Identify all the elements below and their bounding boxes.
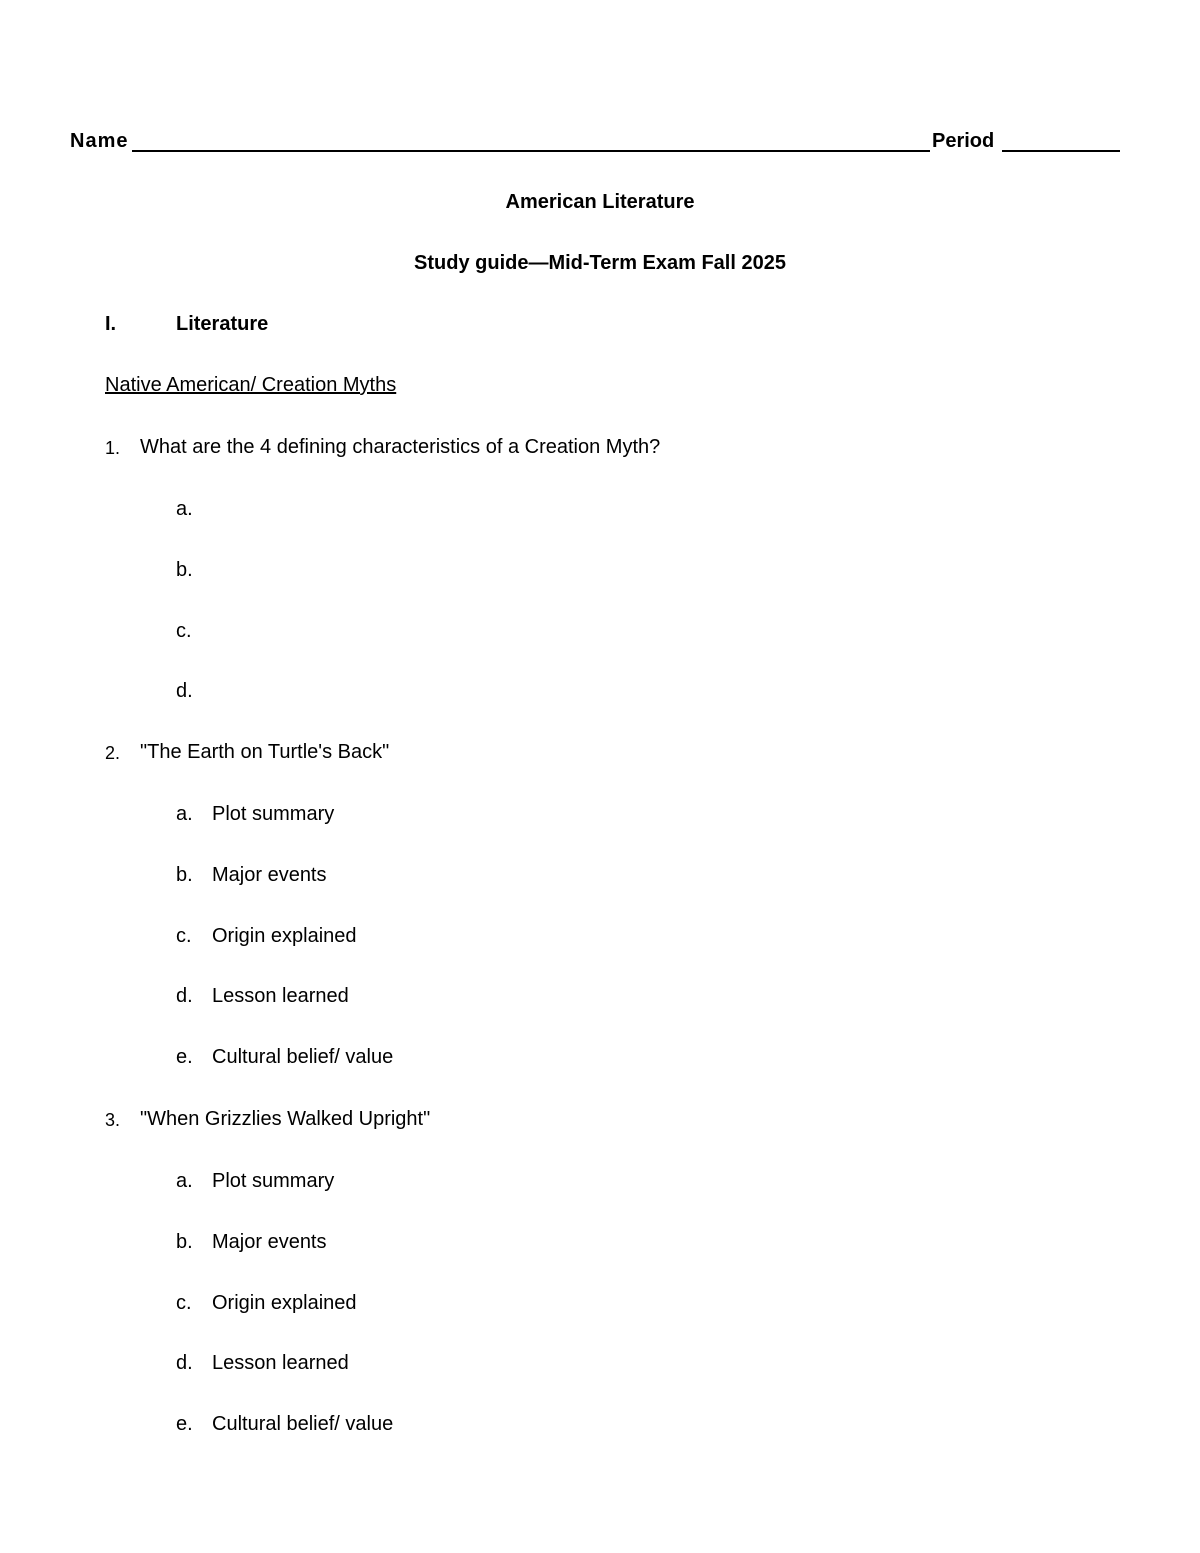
list-item-text: Lesson learned	[212, 1352, 349, 1374]
list-item-letter: a.	[176, 498, 193, 520]
name-label: Name	[70, 130, 129, 152]
list-item-letter: c.	[176, 620, 192, 642]
question-number: 1.	[105, 438, 121, 458]
document-title: American Literature	[505, 191, 695, 213]
name-blank-line[interactable]	[132, 150, 930, 152]
list-item-text: Major events	[212, 1231, 327, 1253]
list-item-text: Major events	[212, 864, 327, 886]
name-period-row	[70, 130, 1120, 156]
list-item-text: Plot summary	[212, 803, 335, 825]
list-item-letter: c.	[176, 1292, 192, 1314]
list-item-text: Origin explained	[212, 925, 357, 947]
list-item-letter: a.	[176, 803, 193, 825]
question-number: 2.	[105, 743, 121, 763]
question-text: "When Grizzlies Walked Upright"	[140, 1108, 431, 1130]
list-item-text: Lesson learned	[212, 985, 349, 1007]
subsection-heading: Native American/ Creation Myths	[105, 374, 397, 396]
list-item-letter: b.	[176, 559, 193, 581]
list-item-letter: e.	[176, 1413, 193, 1435]
list-item-letter: b.	[176, 864, 193, 886]
period-label: Period	[932, 130, 995, 152]
list-item-letter: b.	[176, 1231, 193, 1253]
list-item-letter: a.	[176, 1170, 193, 1192]
question-text: What are the 4 defining characteristics of a Creation Myth?	[140, 436, 661, 458]
list-item-text: Cultural belief/ value	[212, 1413, 394, 1435]
list-item-text: Cultural belief/ value	[212, 1046, 394, 1068]
period-blank-line[interactable]	[1002, 150, 1120, 152]
list-item-letter: c.	[176, 925, 192, 947]
section-numeral: I.	[105, 313, 117, 335]
question-text: "The Earth on Turtle's Back"	[140, 741, 390, 763]
question-number: 3.	[105, 1110, 121, 1130]
document-subtitle: Study guide—Mid-Term Exam Fall 2025	[414, 252, 786, 274]
list-item-text: Origin explained	[212, 1292, 357, 1314]
section-heading: Literature	[176, 313, 269, 335]
list-item-letter: d.	[176, 680, 193, 702]
list-item-letter: d.	[176, 1352, 193, 1374]
list-item-letter: d.	[176, 985, 193, 1007]
list-item-text: Plot summary	[212, 1170, 335, 1192]
list-item-letter: e.	[176, 1046, 193, 1068]
